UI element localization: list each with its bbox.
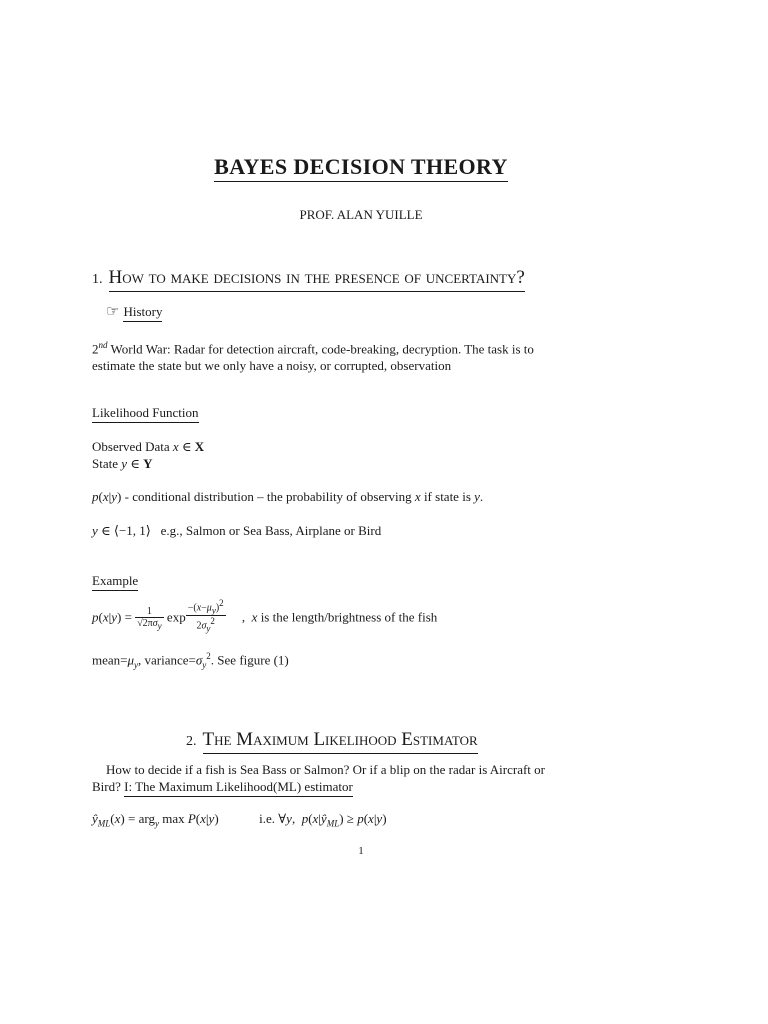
section-2-title: The Maximum Likelihood Estimator <box>203 729 478 754</box>
history-paragraph: 2nd World War: Radar for detection aircraft, code-breaking, decryption. The task is to estimate the state but we only have a noisy, or corrupted, observation <box>92 340 534 374</box>
ml-estimator-label: I: The Maximum Likelihood(ML) estimator <box>124 779 353 797</box>
section-2-number: 2. <box>186 734 197 749</box>
history-line-1: World War: Radar for detection aircraft, code-breaking, decryption. The task is to <box>107 341 534 357</box>
page-number: 1 <box>358 845 364 857</box>
gaussian-equation: p(x|y) = $\frac{1}{√2\pi\sigma_y}$ exp $\frac{-(x-\mu_y)^2}{2\sigma_y^2}$ , x is the length/brightness of the fish <box>92 598 438 634</box>
observed-data-block: Observed Data x ∈ X State y ∈ Y <box>92 439 205 471</box>
state-label: State <box>92 456 122 471</box>
author-name: PROF. ALAN YUILLE <box>299 207 423 222</box>
ml-intro-paragraph: How to decide if a fish is Sea Bass or Salmon? Or if a blip on the radar is Aircraft or Bird? I: The Maximum Likelihood(ML) estimator <box>92 761 545 795</box>
normalization-fraction: $\frac{1}{√2\pi\sigma_y}$ <box>137 606 162 631</box>
y-domain-line: y ∈ ⟨−1, 1⟩ e.g., Salmon or Sea Bass, Airplane or Bird <box>92 523 382 538</box>
pointing-hand-icon: ☞ <box>106 304 120 320</box>
section-1-heading <box>92 267 525 289</box>
section-1-number: 1. <box>92 272 103 287</box>
ml-equation: $ŷ_{ML}(x) = arg_y$ max P(x|y) i.e. ∀y, $p(x|ŷ_{ML}) \ge p(x|y)$ <box>92 811 387 829</box>
history-item <box>106 302 162 321</box>
history-line-2: estimate the state but we only have a noisy, or corrupted, observation <box>92 358 452 374</box>
mean-variance-line: $mean=\mu_y$, $variance=\sigma_y^2$. See figure (1) <box>92 651 289 670</box>
section-1-title: How to make decisions in the presence of uncertainty? <box>109 267 525 292</box>
conditional-line: p(x|y) - conditional distribution – the probability of observing x if state is y. <box>92 489 484 504</box>
likelihood-heading: Likelihood Function <box>92 404 199 421</box>
section-2-heading <box>186 729 478 751</box>
observed-data-label: Observed Data <box>92 439 173 454</box>
y-examples: e.g., Salmon or Sea Bass, Airplane or Bird <box>160 523 382 538</box>
paper-title: BAYES DECISION THEORY <box>0 154 722 180</box>
history-label: History <box>123 304 162 322</box>
example-heading: Example <box>92 572 138 589</box>
ml-intro-line-1: How to decide if a fish is Sea Bass or Salmon? Or if a blip on the radar is Aircraft or <box>106 762 545 777</box>
